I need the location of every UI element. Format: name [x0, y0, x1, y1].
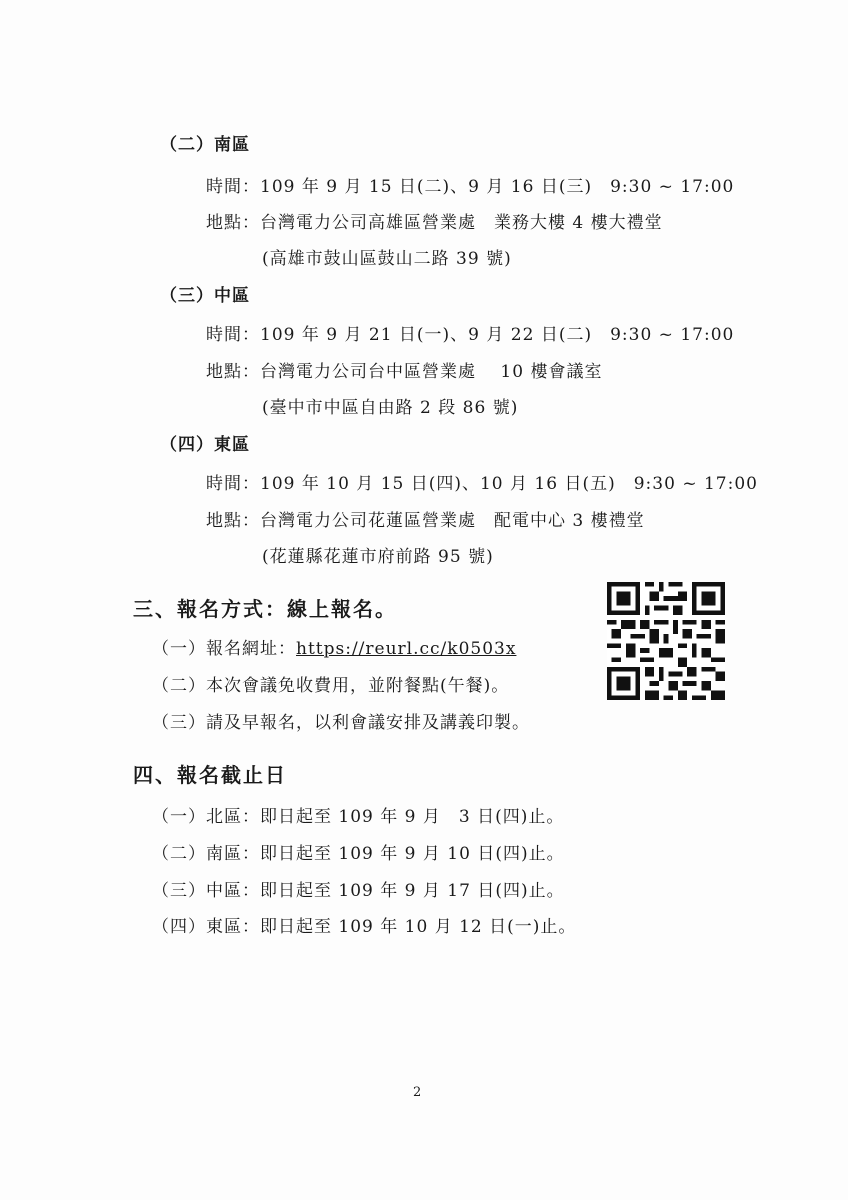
central-region-address: (臺中市中區自由路 2 段 86 號) — [262, 398, 519, 418]
registration-heading: 三、報名方式：線上報名。 — [133, 597, 397, 621]
east-region-address: (花蓮縣花蓮市府前路 95 號) — [262, 547, 494, 567]
central-region-time: 時間：109 年 9 月 21 日(一)、9 月 22 日(二) 9:30 ~ 17:00 — [206, 325, 735, 345]
registration-item-early: （三）請及早報名，以利會議安排及講義印製。 — [152, 713, 530, 733]
registration-url-link[interactable]: https://reurl.cc/k0503x — [296, 639, 517, 659]
registration-url-label: （一）報名網址： — [152, 639, 296, 659]
south-region-place: 地點：台灣電力公司高雄區營業處 業務大樓 4 樓大禮堂 — [206, 213, 663, 233]
east-region-heading: （四）東區 — [160, 435, 250, 455]
south-region-time: 時間：109 年 9 月 15 日(二)、9 月 16 日(三) 9:30 ~ 17:00 — [206, 177, 735, 197]
deadline-item-central: （三）中區：即日起至 109 年 9 月 17 日(四)止。 — [152, 881, 565, 901]
deadline-item-south: （二）南區：即日起至 109 年 9 月 10 日(四)止。 — [152, 844, 565, 864]
page-number: 2 — [413, 1085, 422, 1100]
deadline-heading: 四、報名截止日 — [133, 763, 287, 787]
east-region-time: 時間：109 年 10 月 15 日(四)、10 月 16 日(五) 9:30 ~ 17:00 — [206, 474, 758, 494]
registration-item-fee: （二）本次會議免收費用，並附餐點(午餐)。 — [152, 676, 510, 696]
deadline-item-north: （一）北區：即日起至 109 年 9 月 3 日(四)止。 — [152, 807, 565, 827]
deadline-item-east: （四）東區：即日起至 109 年 10 月 12 日(一)止。 — [152, 917, 577, 937]
south-region-address: (高雄市鼓山區鼓山二路 39 號) — [262, 249, 512, 269]
central-region-heading: （三）中區 — [160, 286, 250, 306]
registration-item-url — [152, 634, 516, 659]
east-region-place: 地點：台灣電力公司花蓮區營業處 配電中心 3 樓禮堂 — [206, 511, 645, 531]
central-region-place: 地點：台灣電力公司台中區營業處 10 樓會議室 — [206, 362, 603, 382]
qr-code-icon[interactable] — [606, 582, 726, 700]
south-region-heading: （二）南區 — [160, 135, 250, 155]
